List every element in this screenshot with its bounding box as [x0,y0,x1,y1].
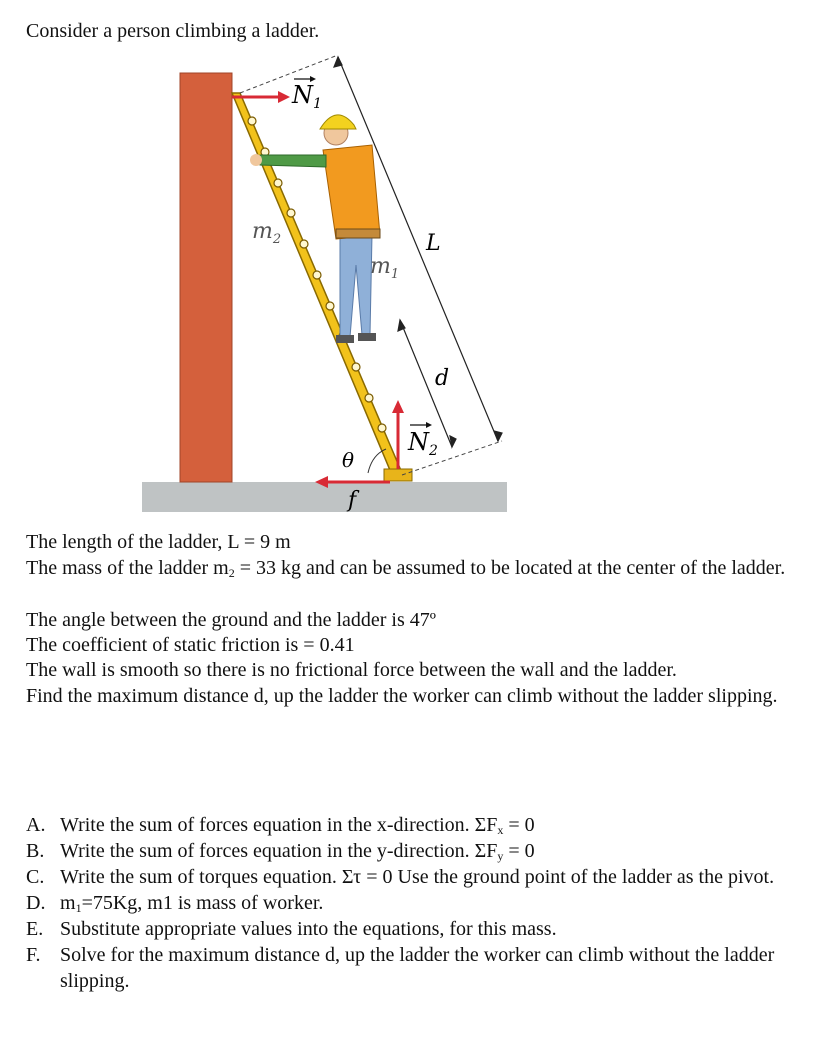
label-f: f [348,488,357,513]
ladder-figure [140,55,520,515]
question-f: F. Solve for the maximum distance d, up the ladder the worker can climb without the ladder slipping. [26,944,775,992]
problem-question: Find the maximum distance d, up the ladder the worker can climb without the ladder slipping. [26,685,778,707]
question-list [26,812,816,994]
question-b: B. Write the sum of forces equation in the y-direction. $\Sigma F_y = 0$ [26,840,535,863]
label-n2: $N_2$ [408,428,438,459]
question-a: A. Write the sum of forces equation in the x-direction. $\Sigma F_x = 0$ [26,814,535,837]
question-e: E. Substitute appropriate values into the equations, for this mass. [26,918,557,940]
problem-angle: The angle between the ground and the ladder is 47º [26,609,436,631]
label-n1: $N_1$ [292,81,322,112]
label-L: L [426,231,441,256]
question-d: D. $m_1=75Kg$, m1 is mass of worker. [26,892,324,915]
problem-ladder-mass: The mass of the ladder $m_2 = 33$ kg and can be assumed to be located at the center of the ladder. [26,557,786,580]
wall [180,73,232,482]
ground [142,482,507,512]
problem-friction: The coefficient of static friction is = 0.41 [26,634,355,656]
dashed-line-top [240,55,338,93]
label-m1: $m_1$ [370,254,400,282]
question-c: C. Write the sum of torques equation. Στ = 0 Use the ground point of the ladder as the pivot. [26,866,775,888]
ladder [232,93,412,481]
label-m2: $m_2$ [252,219,282,247]
label-d: d [435,366,450,391]
label-theta: θ [342,448,355,472]
problem-length: The length of the ladder, L = 9 m [26,531,291,553]
problem-wall: The wall is smooth so there is no frictional force between the wall and the ladder. [26,659,677,681]
intro-text: Consider a person climbing a ladder. [26,20,320,42]
